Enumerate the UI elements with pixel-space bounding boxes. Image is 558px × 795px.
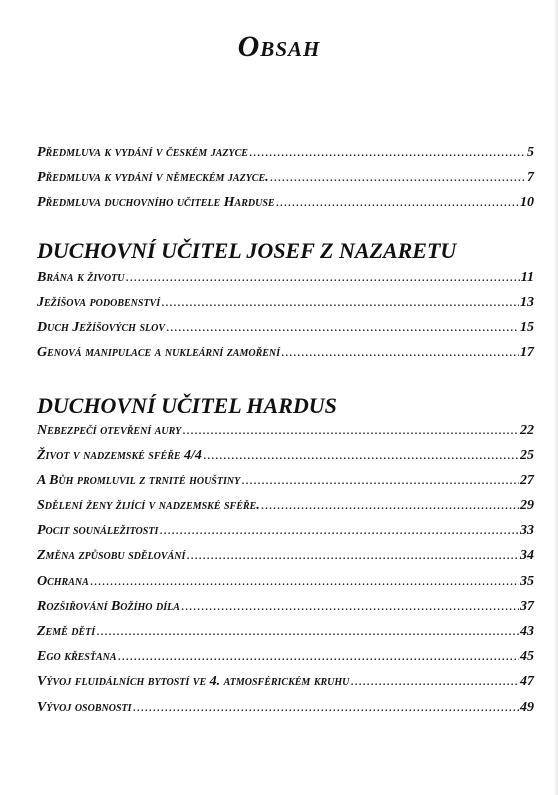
dot-leader (133, 700, 519, 716)
dot-leader (261, 498, 519, 514)
entry-title: Vývoj fluidálních bytostí ve 4. atmosférickém kruhu (37, 674, 350, 689)
entry-title: Genová manipulace a nukleární zamoření (37, 345, 281, 360)
toc-entry (37, 624, 534, 644)
toc-entry (37, 574, 534, 594)
toc-entry (37, 145, 534, 165)
entry-title: Nebezpečí otevření aury (37, 423, 182, 438)
entry-title: Sdělení ženy žijící v nadzemské sféře. (37, 498, 260, 513)
section-heading-hardus: DUCHOVNÍ UČITEL HARDUS (37, 393, 337, 418)
toc-entry (37, 448, 534, 468)
toc-entry (37, 270, 534, 290)
dot-leader (159, 523, 519, 539)
entry-page: 11 (520, 270, 534, 285)
entry-title: Pocit sounáležitosti (37, 523, 159, 538)
entry-page: 10 (520, 195, 534, 210)
entry-page: 27 (520, 473, 534, 488)
entry-page: 47 (520, 674, 534, 689)
dot-leader (182, 423, 519, 439)
dot-leader (281, 345, 519, 361)
dot-leader (186, 548, 519, 564)
entry-title: Předmluva k vydání v českém jazyce (37, 145, 248, 160)
dot-leader (166, 320, 519, 336)
entry-title: Vývoj osobnosti (37, 700, 132, 715)
toc-entry (37, 548, 534, 568)
entry-title: Život v nadzemské sféře 4/4 (37, 448, 202, 463)
entry-title: Duch Ježíšových slov (37, 320, 166, 335)
dot-leader (249, 145, 526, 161)
entry-page: 17 (520, 345, 534, 360)
toc-entry (37, 700, 534, 720)
entry-title: Ochrana (37, 574, 89, 589)
page-edge-shadow (554, 0, 558, 795)
entry-title: A Bůh promluvil z trnité houštiny (37, 473, 241, 488)
entry-page: 43 (520, 624, 534, 639)
toc-entry (37, 320, 534, 340)
toc-entry (37, 195, 534, 215)
toc-entry (37, 498, 534, 518)
dot-leader (161, 295, 519, 311)
page-title: Obsah (237, 30, 321, 63)
entry-page: 33 (520, 523, 534, 538)
entry-page: 29 (520, 498, 534, 513)
toc-entry (37, 170, 534, 190)
dot-leader (203, 448, 519, 464)
entry-page: 15 (520, 320, 534, 335)
toc-entry (37, 295, 534, 315)
dot-leader (125, 270, 519, 286)
entry-page: 22 (520, 423, 534, 438)
entry-page: 49 (520, 700, 534, 715)
dot-leader (241, 473, 519, 489)
entry-title: Předmluva k vydání v německém jazyce. (37, 170, 269, 185)
dot-leader (181, 599, 519, 615)
entry-title: Změna způsobu sdělování (37, 548, 186, 563)
dot-leader (350, 674, 519, 690)
dot-leader (270, 170, 526, 186)
toc-entry (37, 523, 534, 543)
toc-entry (37, 345, 534, 365)
dot-leader (96, 624, 519, 640)
entry-page: 25 (520, 448, 534, 463)
entry-page: 5 (527, 145, 534, 160)
entry-page: 13 (520, 295, 534, 310)
dot-leader (90, 574, 519, 590)
entry-title: Země dětí (37, 624, 96, 639)
entry-page: 7 (527, 170, 534, 185)
dot-leader (276, 195, 519, 211)
section-heading-josef: DUCHOVNÍ UČITEL JOSEF Z NAZARETU (37, 238, 457, 263)
entry-page: 37 (520, 599, 534, 614)
entry-page: 45 (520, 649, 534, 664)
entry-title: Ego křesťana (37, 649, 117, 664)
entry-page: 35 (520, 574, 534, 589)
toc-entry (37, 473, 534, 493)
toc-entry (37, 423, 534, 443)
toc-entry (37, 599, 534, 619)
toc-entry (37, 649, 534, 669)
entry-title: Ježíšova podobenství (37, 295, 161, 310)
toc-entry (37, 674, 534, 694)
entry-title: Rozšiřování Božího díla (37, 599, 180, 614)
entry-title: Předmluva duchovního učitele Harduse (37, 195, 275, 210)
entry-page: 34 (520, 548, 534, 563)
entry-title: Brána k životu (37, 270, 125, 285)
dot-leader (118, 649, 519, 665)
